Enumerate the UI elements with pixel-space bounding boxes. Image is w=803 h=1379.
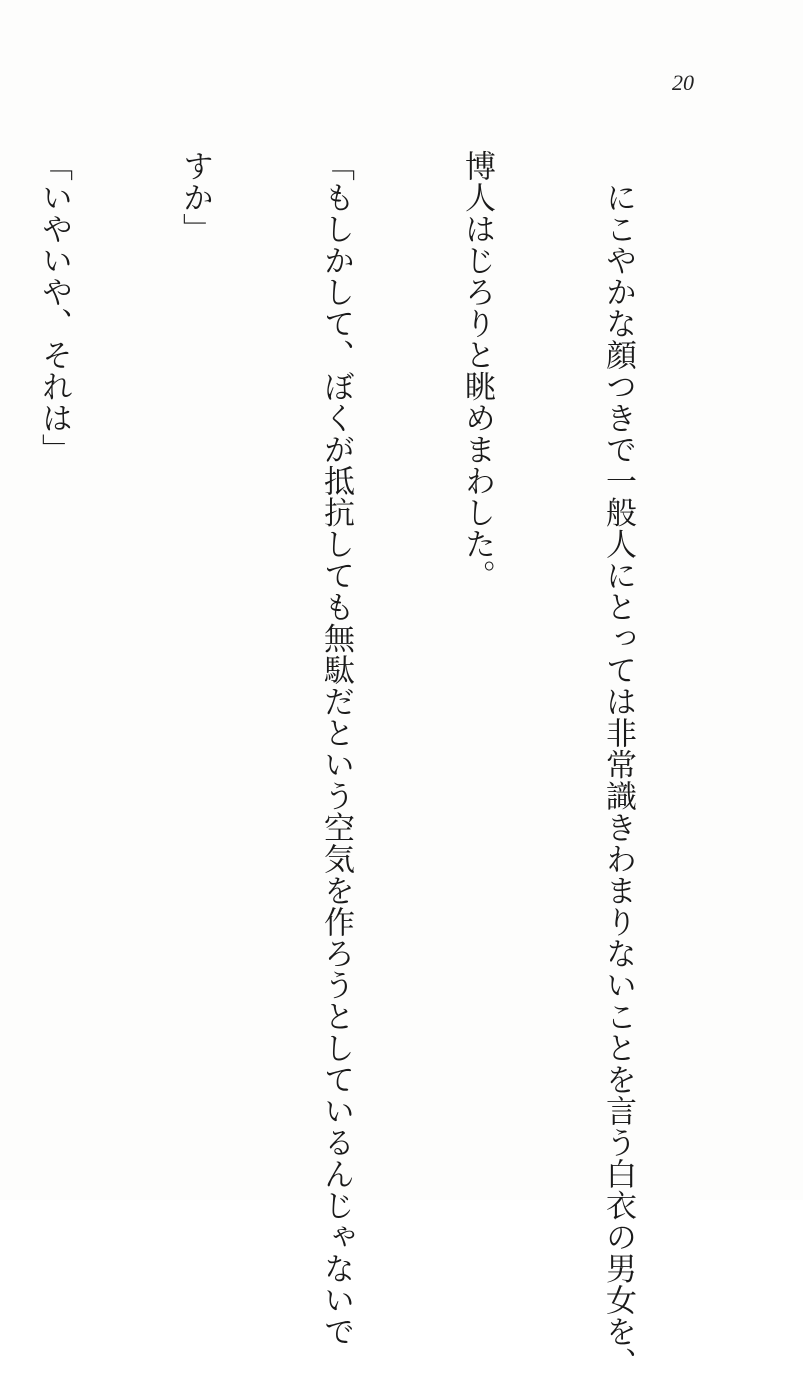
body-text bbox=[0, 150, 735, 1379]
text-line: 「もしかして、ぼくが抵抗しても無駄だという空気を作ろうとしているんじゃないで bbox=[318, 150, 354, 1347]
text-line: 博人はじろりと眺めまわした。 bbox=[459, 150, 495, 591]
text-line: 「いやいや、それは」 bbox=[36, 150, 72, 465]
text-line: すか」 bbox=[177, 150, 213, 245]
page-number: 20 bbox=[672, 70, 694, 95]
text-line: にこやかな顔つきで一般人にとっては非常識きわまりないことを言う白衣の男女を、 bbox=[600, 150, 636, 1379]
